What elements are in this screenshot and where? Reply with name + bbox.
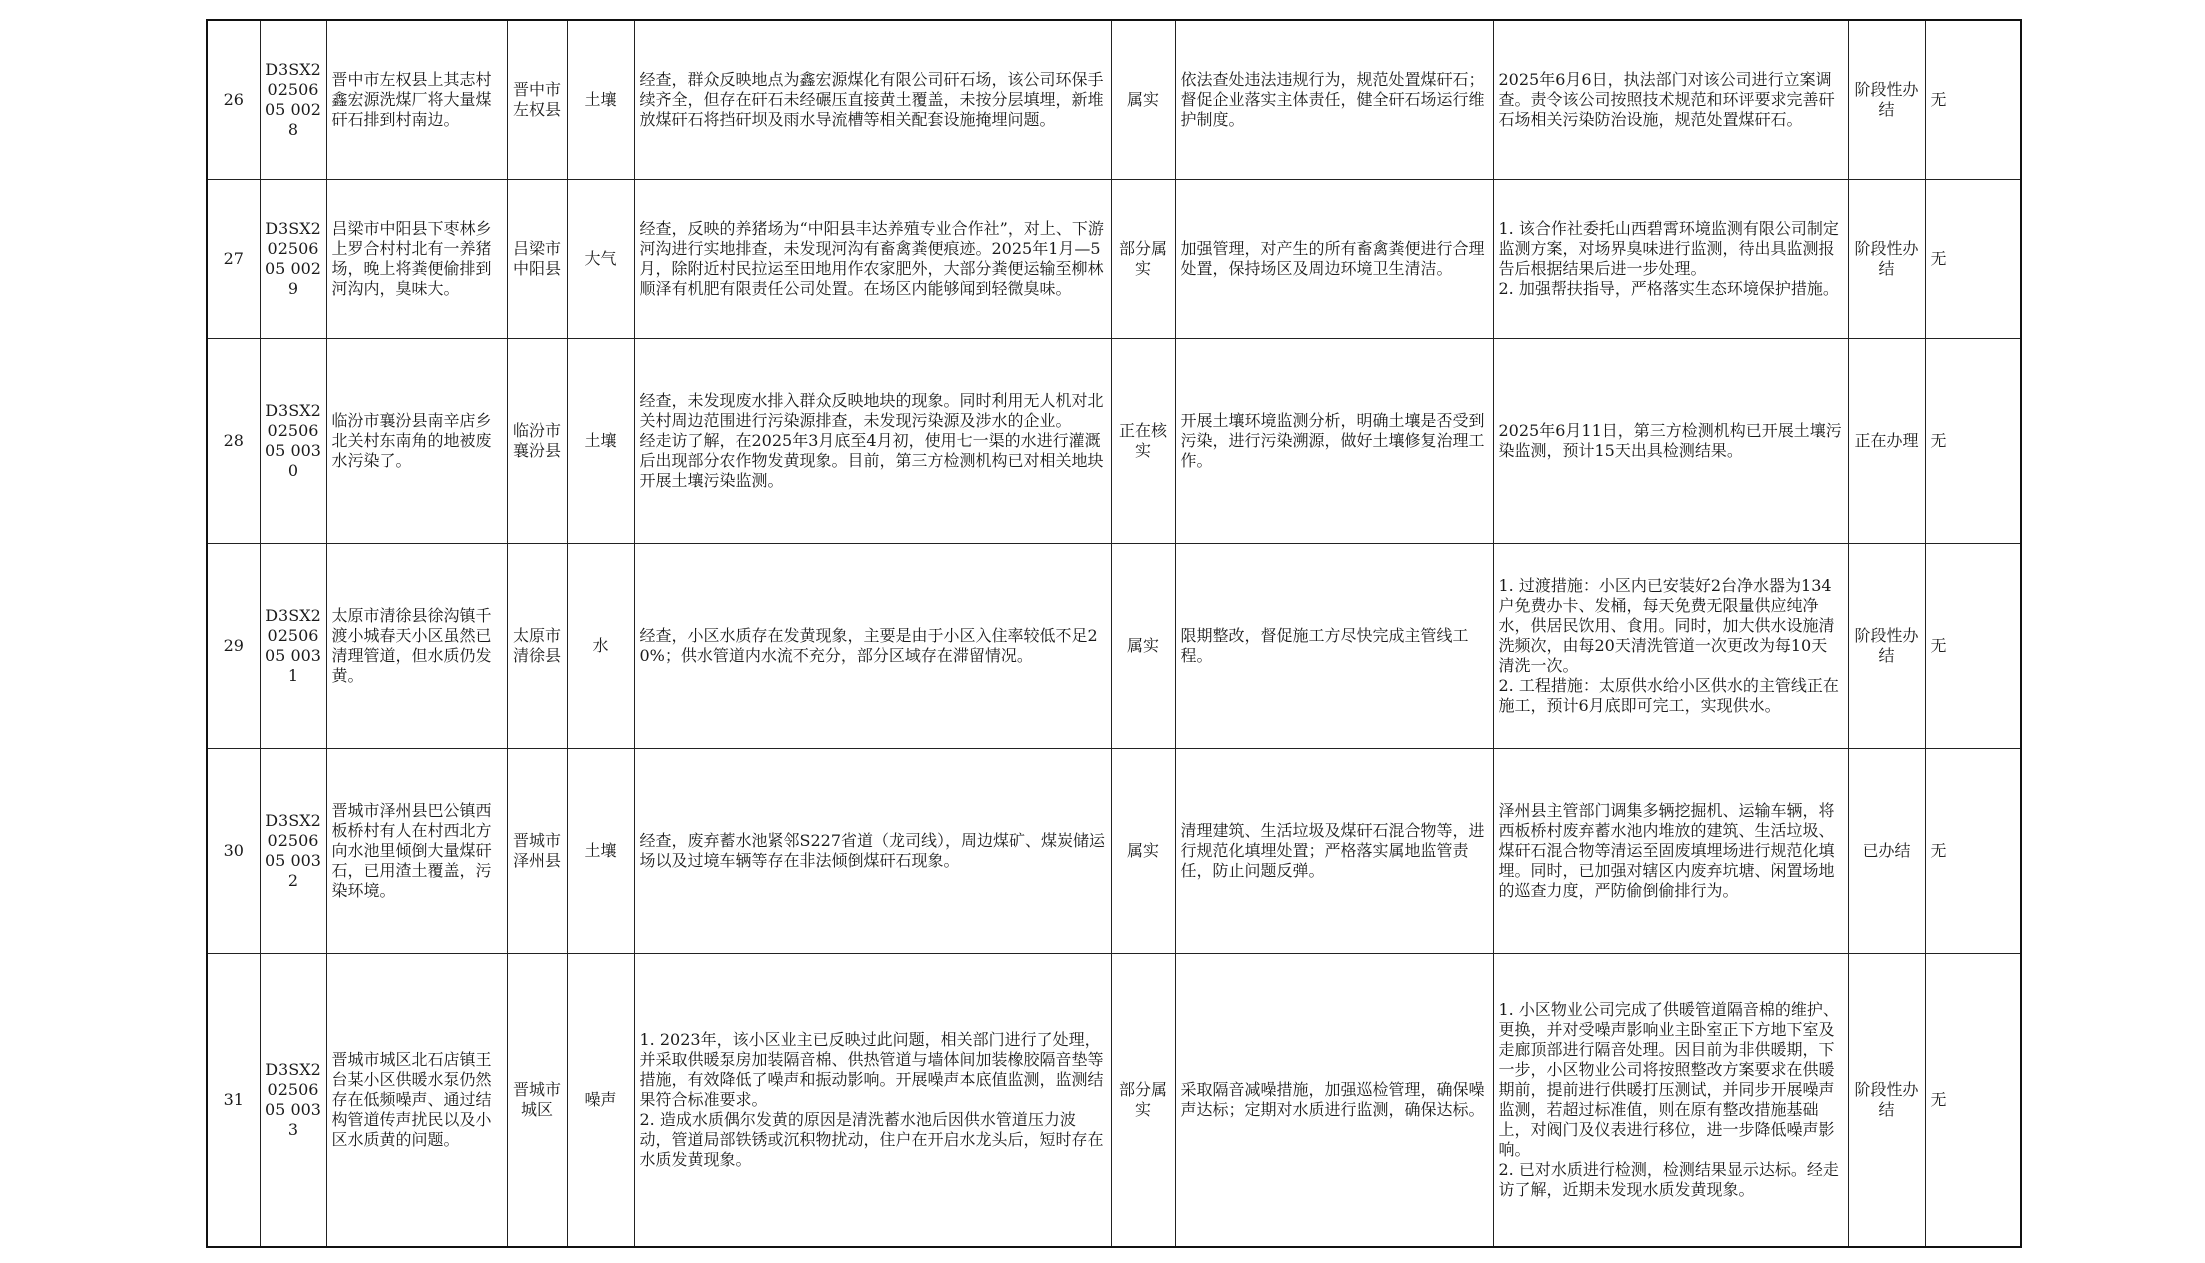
complaint-content: 晋城市城区北石店镇王台某小区供暖水泵仍然存在低频噪声、通过结构管道传声扰民以及小区水质黄的问题。 <box>326 953 507 1247</box>
table-row <box>207 20 2021 179</box>
case-code: D3SX20250605 0028 <box>260 20 326 179</box>
handling-opinion: 开展土壤环境监测分析，明确土壤是否受到污染，进行污染溯源，做好土壤修复治理工作。 <box>1175 338 1493 543</box>
row-number: 30 <box>207 748 260 953</box>
investigation: 经查，小区水质存在发黄现象，主要是由于小区入住率较低不足20%；供水管道内水流不充分，部分区域存在滞留情况。 <box>634 543 1111 748</box>
handling-opinion: 限期整改，督促施工方尽快完成主管线工程。 <box>1175 543 1493 748</box>
verdict: 属实 <box>1111 748 1175 953</box>
rectification-progress: 泽州县主管部门调集多辆挖掘机、运输车辆，将西板桥村废弃蓄水池内堆放的建筑、生活垃圾、煤矸石混合物等清运至固废填埋场进行规范化填埋。同时，已加强对辖区内废弃坑塘、闲置场地的巡查力度，严防偷倒偷排行为。 <box>1493 748 1848 953</box>
pollution-type: 噪声 <box>567 953 634 1247</box>
status: 阶段性办结 <box>1848 543 1925 748</box>
table-row <box>207 543 2021 748</box>
status: 正在办理 <box>1848 338 1925 543</box>
handling-opinion: 依法查处违法违规行为，规范处置煤矸石；督促企业落实主体责任，健全矸石场运行维护制度。 <box>1175 20 1493 179</box>
table-row <box>207 179 2021 338</box>
accountability: 无 <box>1925 543 2021 748</box>
pollution-type: 大气 <box>567 179 634 338</box>
complaint-content: 晋城市泽州县巴公镇西板桥村有人在村西北方向水池里倾倒大量煤矸石，已用渣土覆盖，污染环境。 <box>326 748 507 953</box>
table-row <box>207 748 2021 953</box>
row-number: 31 <box>207 953 260 1247</box>
region: 吕梁市中阳县 <box>507 179 567 338</box>
row-number: 28 <box>207 338 260 543</box>
investigation: 经查，废弃蓄水池紧邻S227省道（龙司线），周边煤矿、煤炭储运场以及过境车辆等存在非法倾倒煤矸石现象。 <box>634 748 1111 953</box>
table-row <box>207 338 2021 543</box>
rectification-progress: 2025年6月11日，第三方检测机构已开展土壤污染监测，预计15天出具检测结果。 <box>1493 338 1848 543</box>
accountability: 无 <box>1925 20 2021 179</box>
complaint-table <box>206 19 2022 1248</box>
rectification-progress: 1. 小区物业公司完成了供暖管道隔音棉的维护、更换，并对受噪声影响业主卧室正下方地下室及走廊顶部进行隔音处理。因目前为非供暖期，下一步，小区物业公司将按照整改方案要求在供暖期前，提前进行供暖打压测试，并同步开展噪声监测，若超过标准值，则在原有整改措施基础上，对阀门及仪表进行移位，进一步降低噪声影响。 2. 已对水质进行检测，检测结果显示达标。经走访了解，近期未发现水质发黄现象。 <box>1493 953 1848 1247</box>
verdict: 部分属实 <box>1111 953 1175 1247</box>
status: 已办结 <box>1848 748 1925 953</box>
handling-opinion: 清理建筑、生活垃圾及煤矸石混合物等，进行规范化填埋处置；严格落实属地监管责任，防止问题反弹。 <box>1175 748 1493 953</box>
investigation: 1. 2023年，该小区业主已反映过此问题，相关部门进行了处理，并采取供暖泵房加装隔音棉、供热管道与墙体间加装橡胶隔音垫等措施，有效降低了噪声和振动影响。开展噪声本底值监测，监测结果符合标准要求。 2. 造成水质偶尔发黄的原因是清洗蓄水池后因供水管道压力波动，管道局部铁锈或沉积物扰动，住户在开启水龙头后，短时存在水质发黄现象。 <box>634 953 1111 1247</box>
region: 晋城市城区 <box>507 953 567 1247</box>
region: 太原市清徐县 <box>507 543 567 748</box>
case-code: D3SX20250605 0033 <box>260 953 326 1247</box>
investigation: 经查，反映的养猪场为“中阳县丰达养殖专业合作社”，对上、下游河沟进行实地排查，未发现河沟有畜禽粪便痕迹。2025年1月—5月，除附近村民拉运至田地用作农家肥外，大部分粪便运输至柳林顺泽有机肥有限责任公司处置。在场区内能够闻到轻微臭味。 <box>634 179 1111 338</box>
row-number: 26 <box>207 20 260 179</box>
case-code: D3SX20250605 0031 <box>260 543 326 748</box>
region: 晋中市左权县 <box>507 20 567 179</box>
verdict: 部分属实 <box>1111 179 1175 338</box>
complaint-content: 临汾市襄汾县南辛店乡北关村东南角的地被废水污染了。 <box>326 338 507 543</box>
investigation: 经查，群众反映地点为鑫宏源煤化有限公司矸石场，该公司环保手续齐全，但存在矸石未经碾压直接黄土覆盖，未按分层填埋，新堆放煤矸石将挡矸坝及雨水导流槽等相关配套设施掩埋问题。 <box>634 20 1111 179</box>
case-code: D3SX20250605 0030 <box>260 338 326 543</box>
row-number: 29 <box>207 543 260 748</box>
handling-opinion: 加强管理，对产生的所有畜禽粪便进行合理处置，保持场区及周边环境卫生清洁。 <box>1175 179 1493 338</box>
pollution-type: 土壤 <box>567 748 634 953</box>
complaint-content: 吕梁市中阳县下枣林乡上罗合村村北有一养猪场，晚上将粪便偷排到河沟内，臭味大。 <box>326 179 507 338</box>
status: 阶段性办结 <box>1848 179 1925 338</box>
verdict: 属实 <box>1111 543 1175 748</box>
status: 阶段性办结 <box>1848 20 1925 179</box>
verdict: 正在核实 <box>1111 338 1175 543</box>
accountability: 无 <box>1925 748 2021 953</box>
rectification-progress: 2025年6月6日，执法部门对该公司进行立案调查。责令该公司按照技术规范和环评要求完善矸石场相关污染防治设施，规范处置煤矸石。 <box>1493 20 1848 179</box>
accountability: 无 <box>1925 338 2021 543</box>
rectification-progress: 1. 该合作社委托山西碧霄环境监测有限公司制定监测方案，对场界臭味进行监测，待出具监测报告后根据结果后进一步处理。 2. 加强帮扶指导，严格落实生态环境保护措施。 <box>1493 179 1848 338</box>
accountability: 无 <box>1925 953 2021 1247</box>
table-row <box>207 953 2021 1247</box>
region: 晋城市泽州县 <box>507 748 567 953</box>
complaint-content: 太原市清徐县徐沟镇千渡小城春天小区虽然已清理管道，但水质仍发黄。 <box>326 543 507 748</box>
pollution-type: 土壤 <box>567 20 634 179</box>
region: 临汾市襄汾县 <box>507 338 567 543</box>
rectification-progress: 1. 过渡措施：小区内已安装好2台净水器为134户免费办卡、发桶，每天免费无限量供应纯净水，供居民饮用、食用。同时，加大供水设施清洗频次，由每20天清洗管道一次更改为每10天清洗一次。 2. 工程措施：太原供水给小区供水的主管线正在施工，预计6月底即可完工，实现供水。 <box>1493 543 1848 748</box>
pollution-type: 水 <box>567 543 634 748</box>
case-code: D3SX20250605 0032 <box>260 748 326 953</box>
handling-opinion: 采取隔音减噪措施，加强巡检管理，确保噪声达标；定期对水质进行监测，确保达标。 <box>1175 953 1493 1247</box>
verdict: 属实 <box>1111 20 1175 179</box>
complaint-content: 晋中市左权县上其志村鑫宏源洗煤厂将大量煤矸石排到村南边。 <box>326 20 507 179</box>
row-number: 27 <box>207 179 260 338</box>
case-code: D3SX20250605 0029 <box>260 179 326 338</box>
accountability: 无 <box>1925 179 2021 338</box>
pollution-type: 土壤 <box>567 338 634 543</box>
status: 阶段性办结 <box>1848 953 1925 1247</box>
investigation: 经查，未发现废水排入群众反映地块的现象。同时利用无人机对北关村周边范围进行污染源排查，未发现污染源及涉水的企业。 经走访了解，在2025年3月底至4月初，使用七一渠的水进行灌溉后出现部分农作物发黄现象。目前，第三方检测机构已对相关地块开展土壤污染监测。 <box>634 338 1111 543</box>
